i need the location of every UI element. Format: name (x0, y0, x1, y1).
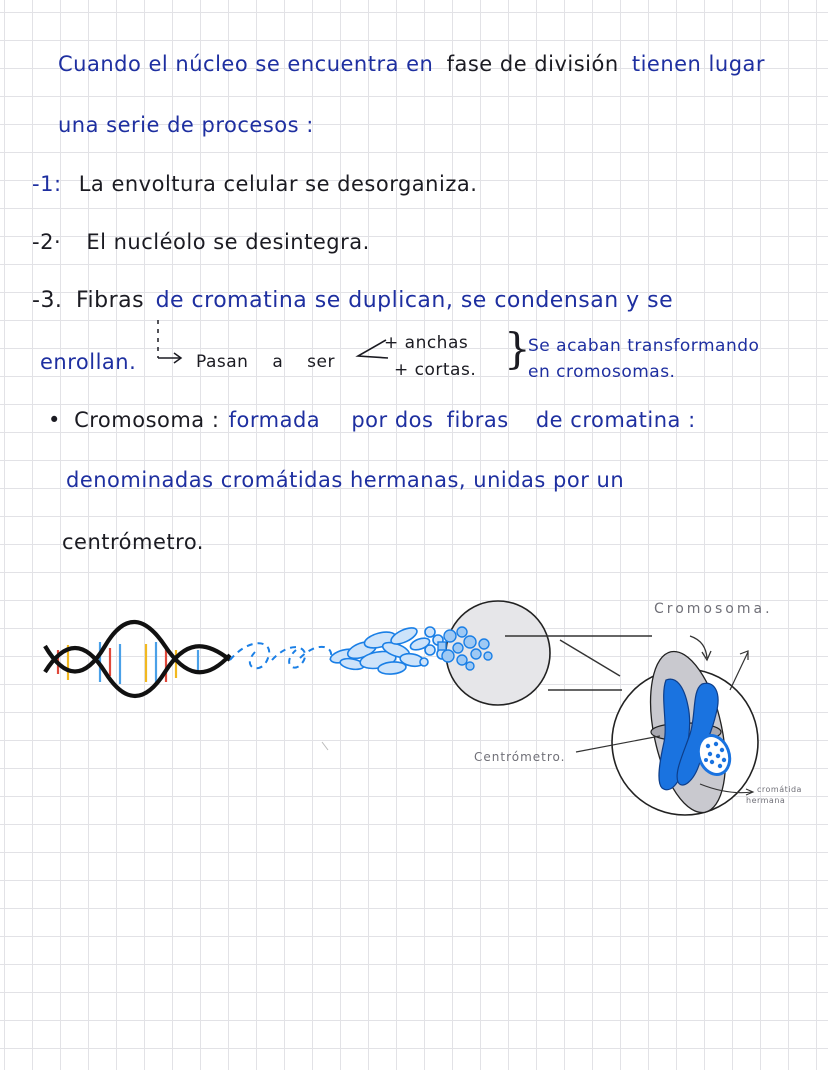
step-2-number: -2· (32, 230, 62, 254)
chromatin-diagram (0, 590, 828, 840)
chromatid-label-2: hermana (746, 796, 786, 805)
dotted-arrow-icon (140, 318, 200, 370)
step-3 (32, 288, 673, 313)
definition-part-4: de cromatina : (535, 408, 696, 432)
chromosome-label: Cromosoma. (654, 601, 773, 617)
intro-line-1 (58, 52, 765, 76)
step-1-number: -1: (32, 172, 62, 196)
transform-label-2: en cromosomas. (528, 362, 676, 382)
step-2 (32, 230, 370, 254)
intro-phase-phrase: fase de división (446, 52, 619, 76)
transform-label-1: Se acaban transformando (528, 336, 760, 356)
chromatid-label-1: cromátida (757, 785, 802, 794)
dashed-chromatin-icon (230, 643, 331, 668)
step-3-number: -3. (32, 288, 63, 313)
step-2-text: El nucléolo se desintegra. (86, 230, 370, 254)
intro-text-1: Cuando el núcleo se encuentra en (58, 52, 434, 76)
chromosome-definition (48, 408, 696, 432)
definition-line-2: denominadas cromátidas hermanas, unidas por un (66, 468, 625, 492)
intro-text-4: una serie de procesos : (58, 113, 314, 137)
step-3-fibras: Fibras (75, 288, 145, 313)
definition-line-3: centrómetro. (62, 530, 204, 554)
more-short-label: + cortas. (394, 360, 477, 380)
definition-part-3: fibras (446, 408, 509, 432)
chromosome-term: Cromosoma : (74, 408, 220, 432)
curly-brace-icon: } (504, 324, 531, 373)
step-3-text: de cromatina se duplican, se condensan y se (155, 288, 674, 313)
definition-part-1: formada (228, 408, 321, 432)
pasan-a-ser: Pasan a ser (196, 352, 335, 372)
definition-part-2: por dos (351, 408, 434, 432)
step-3-enrollan: enrollan. (40, 350, 137, 374)
condensed-chromatin-icon (329, 625, 447, 676)
step-1 (32, 172, 477, 196)
centromere-label: Centrómetro. (474, 750, 566, 764)
nucleus-icon (446, 601, 550, 705)
intro-line-2 (58, 113, 314, 137)
dna-helix-icon (45, 622, 230, 696)
more-wide-label: + anchas (384, 333, 469, 353)
bullet-icon: • (48, 408, 61, 432)
intro-text-3: tienen lugar (631, 52, 766, 76)
step-1-text: La envoltura celular se desorganiza. (78, 172, 478, 196)
